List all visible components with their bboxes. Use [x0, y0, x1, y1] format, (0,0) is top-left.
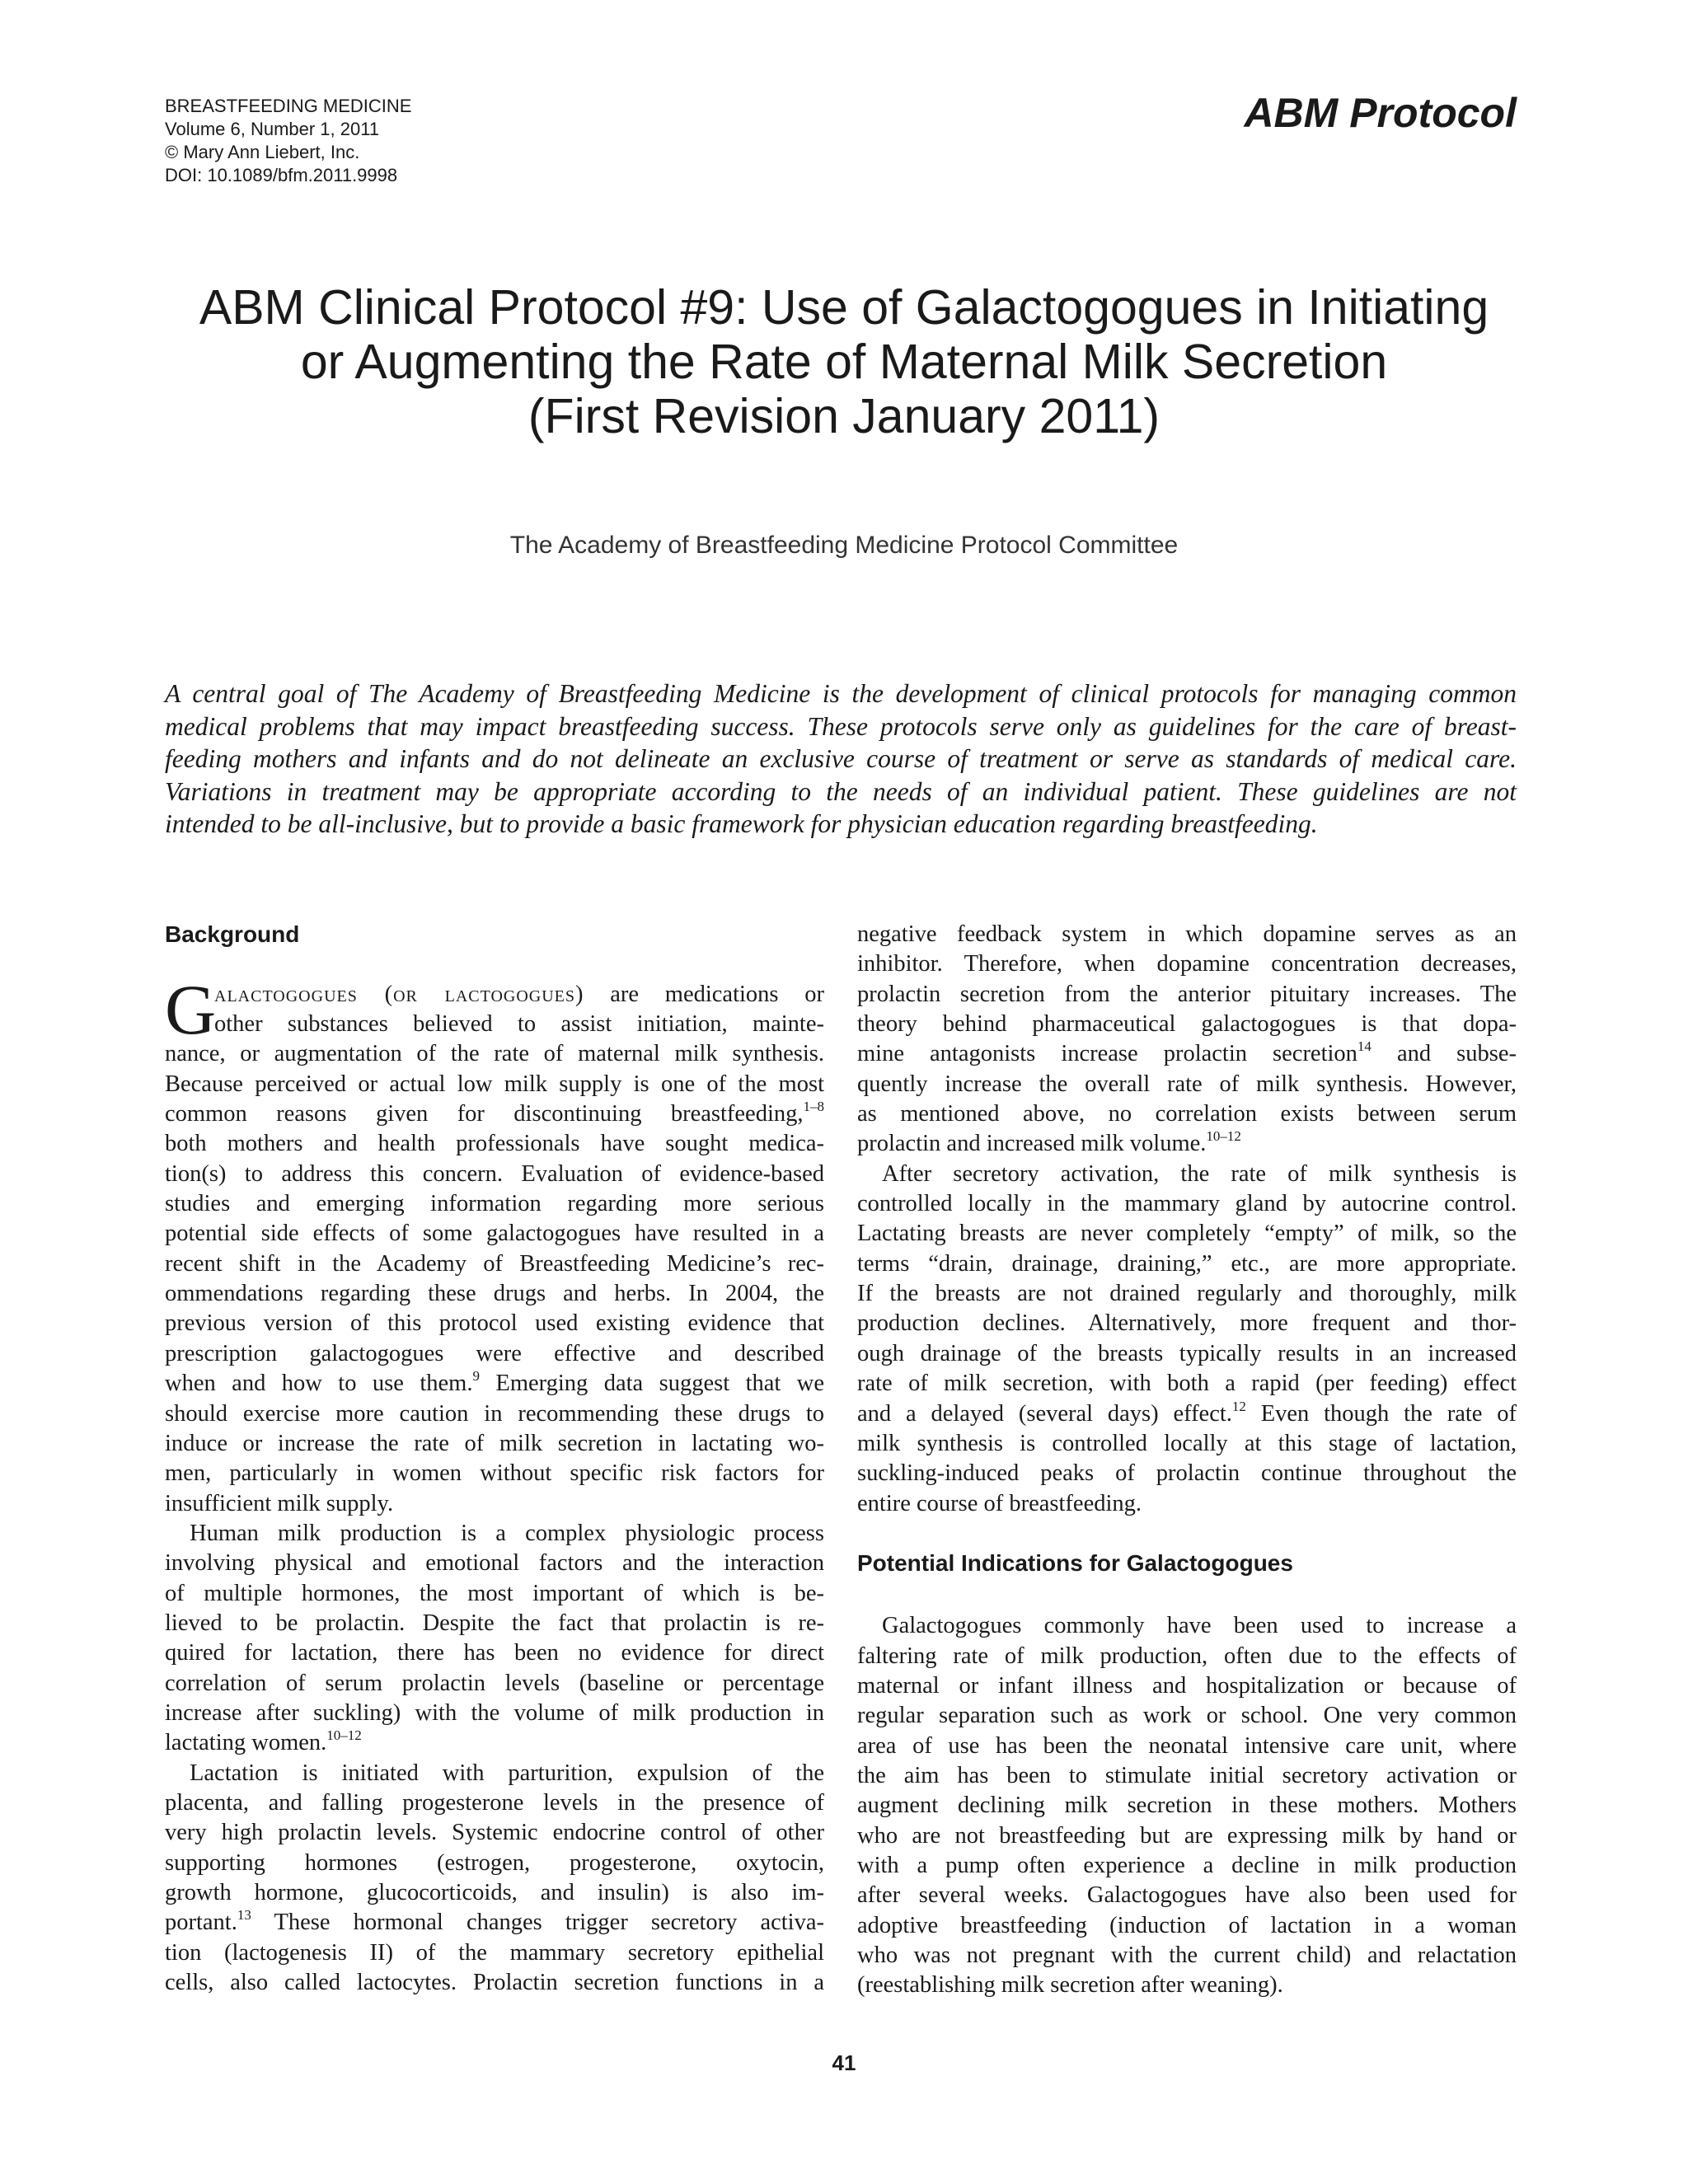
article-title — [132, 280, 1556, 443]
text-line: After secretory activation, the rate of milk synthesis is — [882, 1160, 1517, 1187]
citation-ref: 10–12 — [326, 1727, 362, 1744]
right-column — [857, 920, 1517, 2001]
text-line: rate of milk secretion, with both a rapid (per feeding) effect — [857, 1371, 1517, 1397]
text-line: Galactogogues commonly have been used to increase a — [882, 1613, 1517, 1639]
journal-meta — [165, 95, 411, 187]
text-line — [165, 1099, 824, 1129]
text-line — [857, 1129, 1517, 1159]
journal-copyright: © Mary Ann Liebert, Inc. — [165, 142, 360, 162]
citation-ref: 12 — [1231, 1398, 1246, 1414]
text-line: recent shift in the Academy of Breastfeeding Medicine’s rec- — [165, 1250, 824, 1277]
text-span: common reasons given for discontinuing breastfeeding, — [165, 1101, 804, 1127]
text-line: potential side effects of some galactogogues have resulted in a — [165, 1221, 824, 1247]
text-line: quently increase the overall rate of milk synthesis. However, — [857, 1071, 1517, 1097]
text-line: maternal or infant illness and hospitalization or because of — [857, 1672, 1517, 1699]
journal-name: BREASTFEEDING MEDICINE — [165, 96, 412, 116]
title-line: or Augmenting the Rate of Maternal Milk Secretion — [300, 335, 1388, 389]
text-line: involving physical and emotional factors and the interaction — [165, 1550, 824, 1577]
text-line: area of use has been the neonatal intensive care unit, where — [857, 1732, 1517, 1759]
authors: The Academy of Breastfeeding Medicine Protocol Committee — [509, 532, 1179, 559]
text-span: These hormonal changes trigger secretory activa- — [251, 1910, 824, 1936]
abstract-line: medical problems that may impact breastfeeding success. These protocols serve only as guidelines for the care of breast- — [165, 711, 1517, 741]
text-line: terms “drain, drainage, draining,” etc., are more appropriate. — [857, 1250, 1517, 1277]
text-line: Human milk production is a complex physiologic process — [190, 1520, 824, 1546]
text-line: controlled locally in the mammary gland by autocrine control. — [857, 1191, 1517, 1217]
text-line: suckling-induced peaks of prolactin continue throughout the — [857, 1460, 1517, 1487]
text-line — [165, 980, 824, 1010]
text-line: faltering rate of milk production, often due to the effects of — [857, 1643, 1517, 1669]
citation-ref: 14 — [1357, 1038, 1372, 1055]
text-line: theory behind pharmaceutical galactogogues is that dopa- — [857, 1011, 1517, 1038]
text-line: milk synthesis is controlled locally at this stage of lactation, — [857, 1430, 1517, 1456]
text-line: quired for lactation, there has been no evidence for direct — [165, 1640, 824, 1666]
text-line: induce or increase the rate of milk secretion in lactating wo- — [165, 1430, 824, 1456]
text-span: and subse- — [1371, 1041, 1517, 1067]
text-line: augment declining milk secretion in these mothers. Mothers — [857, 1793, 1517, 1819]
text-line: insufficient milk supply. — [165, 1490, 394, 1516]
text-line: Lactation is initiated with parturition, expulsion of the — [190, 1760, 824, 1786]
citation-ref: 13 — [237, 1907, 251, 1924]
page-number: 41 — [832, 2050, 856, 2075]
text-span: when and how to use them. — [165, 1371, 473, 1397]
text-span: lactating women. — [165, 1730, 327, 1756]
text-line: with a pump often experience a decline in milk production — [857, 1852, 1517, 1878]
text-line: other substances believed to assist initiation, mainte- — [214, 1011, 824, 1038]
text-line: nance, or augmentation of the rate of maternal milk synthesis. — [165, 1041, 824, 1067]
smallcaps-text: alactogogues (or lactogogues) — [214, 981, 584, 1007]
text-line: ommendations regarding these drugs and herbs. In 2004, the — [165, 1281, 824, 1307]
text-line: as mentioned above, no correlation exists between serum — [857, 1101, 1517, 1127]
text-line: production declines. Alternatively, more frequent and thor- — [857, 1310, 1517, 1337]
protocol-label: ABM Protocol — [1244, 90, 1517, 136]
section-heading-background: Background — [165, 921, 300, 947]
title-line: (First Revision January 2011) — [528, 389, 1160, 443]
text-line: growth hormone, glucocorticoids, and insulin) is also im- — [165, 1880, 824, 1905]
spacer — [857, 1519, 1517, 1549]
left-column — [165, 920, 824, 1998]
spacer — [165, 949, 824, 979]
citation-ref: 10–12 — [1206, 1128, 1241, 1145]
text-line: cells, also called lactocytes. Prolactin secretion functions in a — [165, 1970, 824, 1996]
text-line: who are not breastfeeding but are expressing milk by hand or — [857, 1822, 1517, 1849]
text-line: previous version of this protocol used existing evidence that — [165, 1310, 824, 1337]
text-line: after several weeks. Galactogogues have also been used for — [857, 1882, 1517, 1909]
abstract-line: intended to be all-inclusive, but to provide a basic framework for physician education regarding breastfeeding. — [165, 809, 1318, 838]
text-line: both mothers and health professionals have sought medica- — [165, 1131, 824, 1157]
text-line: who was not pregnant with the current child) and relactation — [857, 1943, 1517, 1968]
abstract — [165, 677, 1517, 841]
text-line — [165, 1908, 824, 1938]
journal-volume: Volume 6, Number 1, 2011 — [165, 119, 380, 139]
text-line: very high prolactin levels. Systemic endocrine control of other — [165, 1820, 824, 1846]
dropcap: G — [165, 969, 217, 1049]
citation-ref: 9 — [472, 1368, 480, 1385]
text-line: should exercise more caution in recommending these drugs to — [165, 1400, 824, 1427]
text-span: Even though the rate of — [1245, 1400, 1517, 1427]
title-line: ABM Clinical Protocol #9: Use of Galactogogues in Initiating — [199, 280, 1489, 335]
text-line: placenta, and falling progesterone levels in the presence of — [165, 1789, 824, 1816]
text-line: prolactin secretion from the anterior pituitary increases. The — [857, 981, 1517, 1007]
text-line: the aim has been to stimulate initial secretory activation or — [857, 1762, 1517, 1788]
text-line: supporting hormones (estrogen, progesterone, oxytocin, — [165, 1849, 824, 1876]
text-line: prescription galactogogues were effective and described — [165, 1340, 824, 1366]
section-heading-indications: Potential Indications for Galactogogues — [857, 1550, 1293, 1577]
text-line — [165, 1369, 824, 1399]
abstract-line: Variations in treatment may be appropriate according to the needs of an individual patient. These guidelines are not — [165, 776, 1517, 806]
text-span: Emerging data suggest that we — [479, 1371, 825, 1397]
text-line: regular separation such as work or school. One very common — [857, 1703, 1517, 1729]
text-line: studies and emerging information regarding more serious — [165, 1191, 824, 1217]
abstract-line: feeding mothers and infants and do not delineate an exclusive course of treatment or serve as standards of medical care. — [165, 744, 1517, 773]
text-line: tion(s) to address this concern. Evaluation of evidence-based — [165, 1160, 824, 1187]
citation-ref: 1–8 — [803, 1099, 824, 1115]
text-line: correlation of serum prolactin levels (baseline or percentage — [165, 1670, 824, 1696]
text-line: adoptive breastfeeding (induction of lactation in a woman — [857, 1912, 1517, 1938]
text-span: portant. — [165, 1910, 237, 1936]
text-span: and a delayed (several days) effect. — [857, 1400, 1232, 1427]
text-line: inhibitor. Therefore, when dopamine concentration decreases, — [857, 951, 1517, 977]
text-line: Lactating breasts are never completely “empty” of milk, so the — [857, 1221, 1517, 1247]
text-span: prolactin and increased milk volume. — [857, 1131, 1207, 1157]
text-line: entire course of breastfeeding. — [857, 1490, 1142, 1516]
text-line — [857, 1399, 1517, 1429]
text-line: negative feedback system in which dopamine serves as an — [857, 921, 1517, 947]
text-line: tion (lactogenesis II) of the mammary secretory epithelial — [165, 1939, 824, 1966]
text-line: Because perceived or actual low milk supply is one of the most — [165, 1071, 824, 1097]
text-line: (reestablishing milk secretion after weaning). — [857, 1972, 1283, 1999]
spacer — [857, 1585, 1517, 1611]
journal-doi: DOI: 10.1089/bfm.2011.9998 — [165, 165, 398, 185]
dropcap-paragraph — [165, 969, 824, 1049]
text-line — [165, 1728, 824, 1758]
text-line: of multiple hormones, the most important of which is be- — [165, 1580, 824, 1606]
text-line: If the breasts are not drained regularly and thoroughly, milk — [857, 1281, 1517, 1307]
text-line: men, particularly in women without specific risk factors for — [165, 1460, 824, 1487]
text-line: increase after suckling) with the volume of milk production in — [165, 1699, 824, 1726]
abstract-line: A central goal of The Academy of Breastfeeding Medicine is the development of clinical protocols for managing common — [165, 679, 1517, 708]
text-line — [857, 1039, 1517, 1069]
text-line: ough drainage of the breasts typically results in an increased — [857, 1340, 1517, 1366]
text-span: are medications or — [584, 981, 824, 1007]
text-span: mine antagonists increase prolactin secretion — [857, 1041, 1357, 1067]
text-line: lieved to be prolactin. Despite the fact that prolactin is re- — [165, 1610, 824, 1636]
